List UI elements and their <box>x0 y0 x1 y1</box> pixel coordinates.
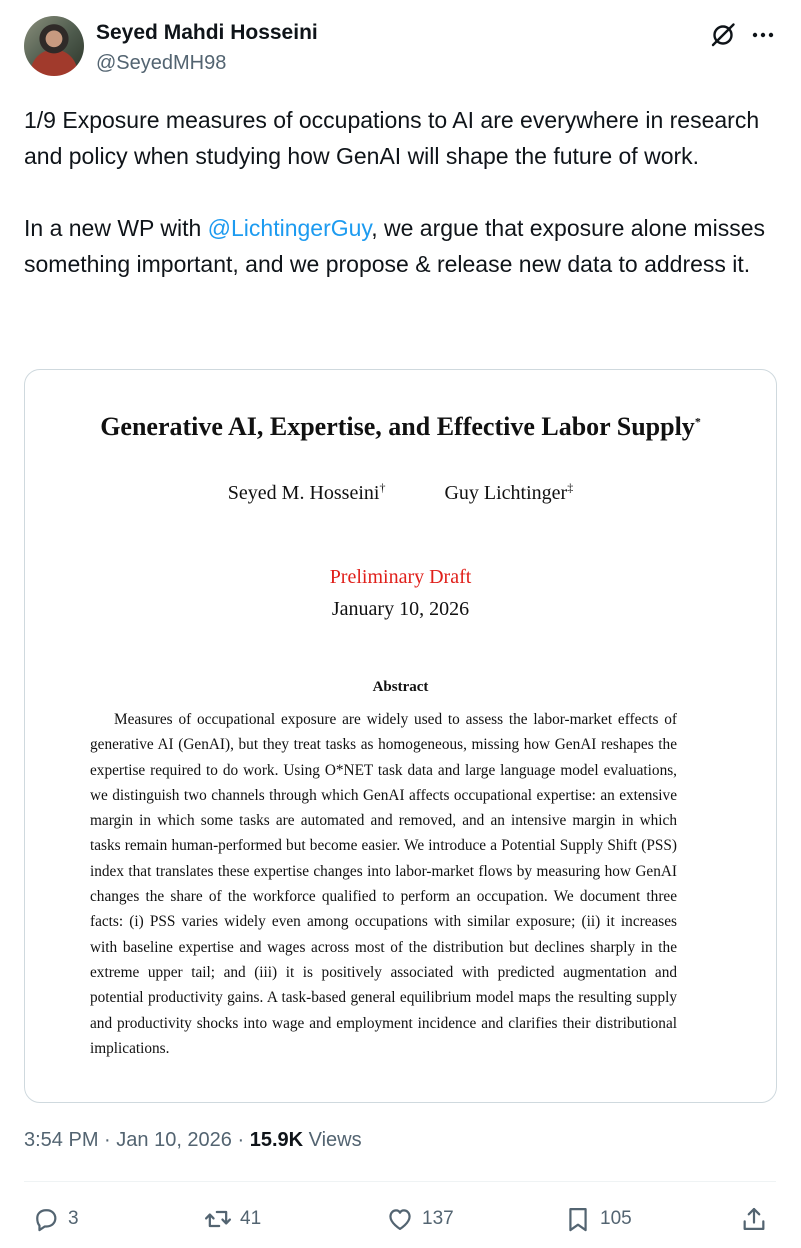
title-footnote-mark: * <box>694 414 701 429</box>
meta-separator: · <box>98 1129 117 1151</box>
bookmark-button[interactable] <box>564 1202 632 1236</box>
author-1-mark: † <box>379 480 386 495</box>
author-2-mark: ‡ <box>567 480 574 495</box>
reply-icon <box>32 1205 60 1233</box>
paper-date: January 10, 2026 <box>331 598 470 620</box>
paper-page <box>25 370 776 1102</box>
media-image[interactable] <box>24 369 777 1103</box>
like-button[interactable] <box>386 1202 454 1236</box>
repost-icon <box>204 1205 232 1233</box>
meta-separator: · <box>231 1129 250 1151</box>
tweet-paragraph-1: 1/9 Exposure measures of occupations to AI are everywhere in research and policy when studying how GenAI will shape the future of work. <box>24 107 760 169</box>
tweet-paragraph-2 <box>24 210 776 282</box>
abstract-text: Measures of occupational exposure are widely used to assess the labor-market effects of generative AI (GenAI), but they treat tasks as homogeneous, missing how GenAI reshapes the expertise required to do work. Using O*NET task data and large language model evaluations, we distinguish two channels through which GenAI affects occupational expertise: an extensive margin in which some tasks are automated and removed, and an intensive margin in which tasks remain human-performed but become easier. We introduce a Potential Supply Shift (PSS) index that translates these expertise changes into labor-market flows by measuring how GenAI changes the share of the workforce qualified to perform an occupation. We document three facts: (i) PSS varies widely even among occupations with similar exposure; (ii) it increases with baseline expertise and wages across most of the distribution but declines sharply in the extreme upper tail; and (iii) it is positively associated with predicted augmentation and potential productivity gains. A task-based general equilibrium model maps the resulting supply and productivity shocks into wage and employment incidence and clarifies their distributional implications. <box>90 711 677 1057</box>
more-icon[interactable] <box>750 22 776 48</box>
paper-author-1: Seyed M. Hosseini <box>227 482 380 504</box>
tweet-date[interactable]: Jan 10, 2026 <box>116 1129 232 1151</box>
grok-icon[interactable] <box>710 22 736 48</box>
paper-author-2: Guy Lichtinger <box>444 482 568 504</box>
paper-authors <box>25 482 776 505</box>
avatar[interactable] <box>24 16 84 76</box>
repost-button[interactable] <box>204 1202 261 1236</box>
reply-button[interactable] <box>32 1202 79 1236</box>
mention-link[interactable]: @LichtingerGuy <box>207 215 372 241</box>
tweet-time[interactable]: 3:54 PM <box>24 1129 99 1151</box>
tweet-text-segment: , we argue that exposure alone misses something important, and we propose & release new data to address it. <box>24 215 765 277</box>
paper-title-text: Generative AI, Expertise, and Effective Labor Supply <box>100 412 695 441</box>
draft-label: Preliminary Draft <box>329 566 472 588</box>
tweet-text-segment: In a new WP with <box>24 215 208 241</box>
tweet-meta <box>24 1129 362 1152</box>
share-icon <box>740 1205 768 1233</box>
bookmark-count: 105 <box>600 1208 632 1229</box>
reply-count: 3 <box>68 1208 79 1229</box>
like-count: 137 <box>422 1208 454 1229</box>
tweet-header <box>24 16 784 80</box>
paper-title <box>25 412 776 442</box>
author-name[interactable]: Seyed Mahdi Hosseini <box>96 21 318 44</box>
repost-count: 41 <box>240 1208 262 1229</box>
author-handle[interactable]: @SeyedMH98 <box>96 52 227 74</box>
bookmark-icon <box>564 1205 592 1233</box>
views-count[interactable]: 15.9K <box>249 1129 304 1151</box>
action-bar <box>24 1202 776 1236</box>
views-label: Views <box>303 1129 362 1151</box>
tweet-text <box>24 102 776 282</box>
abstract-heading: Abstract <box>372 679 429 695</box>
heart-icon <box>386 1205 414 1233</box>
divider <box>24 1181 776 1182</box>
share-button[interactable] <box>740 1202 776 1236</box>
